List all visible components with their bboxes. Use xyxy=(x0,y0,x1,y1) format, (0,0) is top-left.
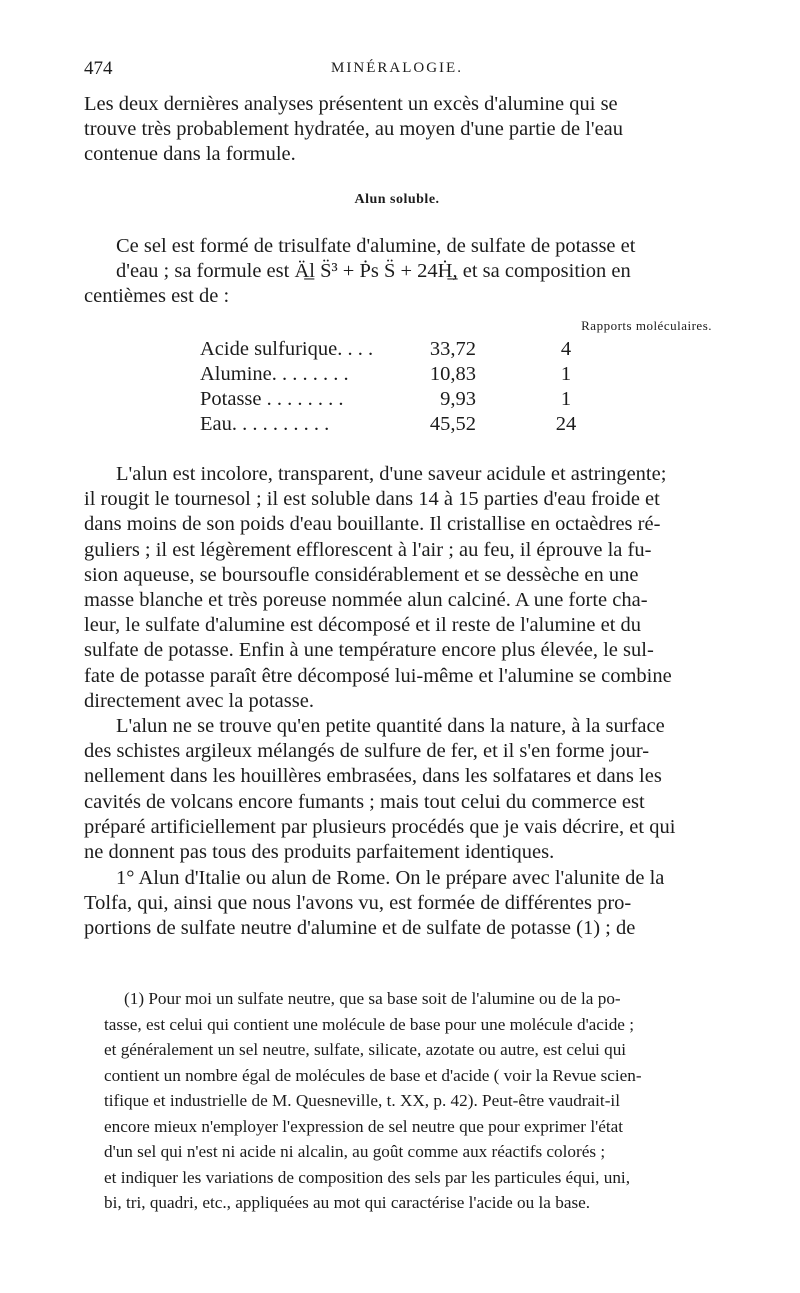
footnote-line: d'un sel qui n'est ni acide ni alcalin, au goût comme aux réactifs colorés ; xyxy=(104,1142,606,1161)
text-line: masse blanche et très poreuse nommée alun calciné. A une forte cha- xyxy=(84,589,648,612)
text-line: sion aqueuse, se boursoufle considérablement et se dessèche en une xyxy=(84,563,639,586)
component-percent: 10,83 xyxy=(429,363,476,385)
component-ratio: 24 xyxy=(555,413,577,435)
footnote-line: encore mieux n'employer l'expression de sel neutre que pour exprimer l'état xyxy=(104,1116,623,1136)
paragraph-properties xyxy=(84,462,710,714)
paragraph-formula xyxy=(84,234,710,310)
composition-table xyxy=(200,338,720,438)
text-line: L'alun est incolore, transparent, d'une saveur acidule et astringente; xyxy=(116,463,667,485)
text-line: contenue dans la formule. xyxy=(84,143,296,166)
component-name: Alumine. . . . . . . . xyxy=(200,363,349,385)
text-line: 1° Alun d'Italie ou alun de Rome. On le prépare avec l'alunite de la xyxy=(116,867,665,889)
component-percent: 9,93 xyxy=(440,388,476,410)
text-line: nellement dans les houillères embrasées, dans les solfatares et dans les xyxy=(84,765,662,788)
text-line: Ce sel est formé de trisulfate d'alumine, de sulfate de potasse et xyxy=(116,235,636,257)
text-line: dans moins de son poids d'eau bouillante. Il cristallise en octaèdres ré- xyxy=(84,513,661,536)
chemical-formula: Ä̲l S̈³ + Ṗs S̈ + 24Ḣ̲ xyxy=(294,260,453,283)
text-line: guliers ; il est légèrement efflorescent à l'air ; au feu, il éprouve la fu- xyxy=(84,538,652,561)
text-line: préparé artificiellement par plusieurs procédés que je vais décrire, et qui xyxy=(84,815,676,838)
footnote-line: tasse, est celui qui contient une molécule de base pour une molécule d'acide ; xyxy=(104,1014,634,1034)
text-line: cavités de volcans encore fumants ; mais tout celui du commerce est xyxy=(84,790,645,813)
text-line: portions de sulfate neutre d'alumine et de sulfate de potasse (1) ; de xyxy=(84,917,636,940)
component-percent: 33,72 xyxy=(429,338,476,360)
footnote-line: tifique et industrielle de M. Quesneville, t. XX, p. 42). Peut-être vaudrait-il xyxy=(104,1091,620,1110)
paragraph-occurrence xyxy=(84,714,710,865)
table-row xyxy=(200,338,720,363)
component-ratio: 1 xyxy=(560,388,572,410)
text-line: des schistes argileux mélangés de sulfure de fer, et il s'en forme jour- xyxy=(84,740,650,763)
footnote-line: (1) Pour moi un sulfate neutre, que sa base soit de l'alumine ou de la po- xyxy=(124,989,621,1008)
table-header-molecular-ratios: Rapports moléculaires. xyxy=(581,318,712,333)
table-row xyxy=(200,413,720,438)
text-line: Tolfa, qui, ainsi que nous l'avons vu, est formée de différentes pro- xyxy=(84,892,632,915)
text-segment: d'eau ; sa formule est xyxy=(116,260,295,283)
text-line: ne donnent pas tous des produits parfaitement identiques. xyxy=(84,841,555,864)
component-name: Acide sulfurique. . . . xyxy=(200,338,374,360)
component-name: Potasse . . . . . . . . xyxy=(200,388,344,410)
text-segment: , et sa composition en xyxy=(452,260,631,283)
text-line: fate de potasse paraît être décomposé lui-même et l'alumine se combine xyxy=(84,664,672,687)
text-line: directement avec la potasse. xyxy=(84,689,314,712)
paragraph-excess-alumina xyxy=(84,92,710,168)
text-line: centièmes est de : xyxy=(84,285,230,308)
footnote-line: et généralement un sel neutre, sulfate, silicate, azotate ou autre, est celui qui xyxy=(104,1040,627,1059)
page-header xyxy=(84,58,710,84)
text-line-formula xyxy=(84,259,710,284)
footnote-line: bi, tri, quadri, etc., appliquées au mot qui caractérise l'acide ou la base. xyxy=(104,1193,591,1212)
text-line: L'alun ne se trouve qu'en petite quantité dans la nature, à la surface xyxy=(116,715,665,737)
page-number: 474 xyxy=(84,58,113,79)
footnote-line: contient un nombre égal de molécules de base et d'acide ( voir la Revue scien- xyxy=(104,1065,642,1085)
footnote-line: et indiquer les variations de composition des sels par les particules équi, uni, xyxy=(104,1167,631,1187)
running-title: MINÉRALOGIE. xyxy=(331,60,463,76)
component-name: Eau. . . . . . . . . . xyxy=(200,413,330,435)
paragraph-alun-italie xyxy=(84,866,710,942)
text-line: sulfate de potasse. Enfin à une température encore plus élevée, le sul- xyxy=(84,639,654,662)
component-ratio: 4 xyxy=(560,338,572,360)
text-line: Les deux dernières analyses présentent un excès d'alumine qui se xyxy=(84,93,618,115)
text-line: trouve très probablement hydratée, au moyen d'une partie de l'eau xyxy=(84,118,624,141)
section-heading: Alun soluble. xyxy=(354,192,440,207)
table-row xyxy=(200,363,720,388)
text-line: leur, le sulfate d'alumine est décomposé et il reste de l'alumine et du xyxy=(84,614,642,637)
component-percent: 45,52 xyxy=(429,413,476,435)
text-line: il rougit le tournesol ; il est soluble dans 14 à 15 parties d'eau froide et xyxy=(84,488,660,511)
table-row xyxy=(200,388,720,413)
footnote xyxy=(104,986,710,1216)
component-ratio: 1 xyxy=(560,363,572,385)
